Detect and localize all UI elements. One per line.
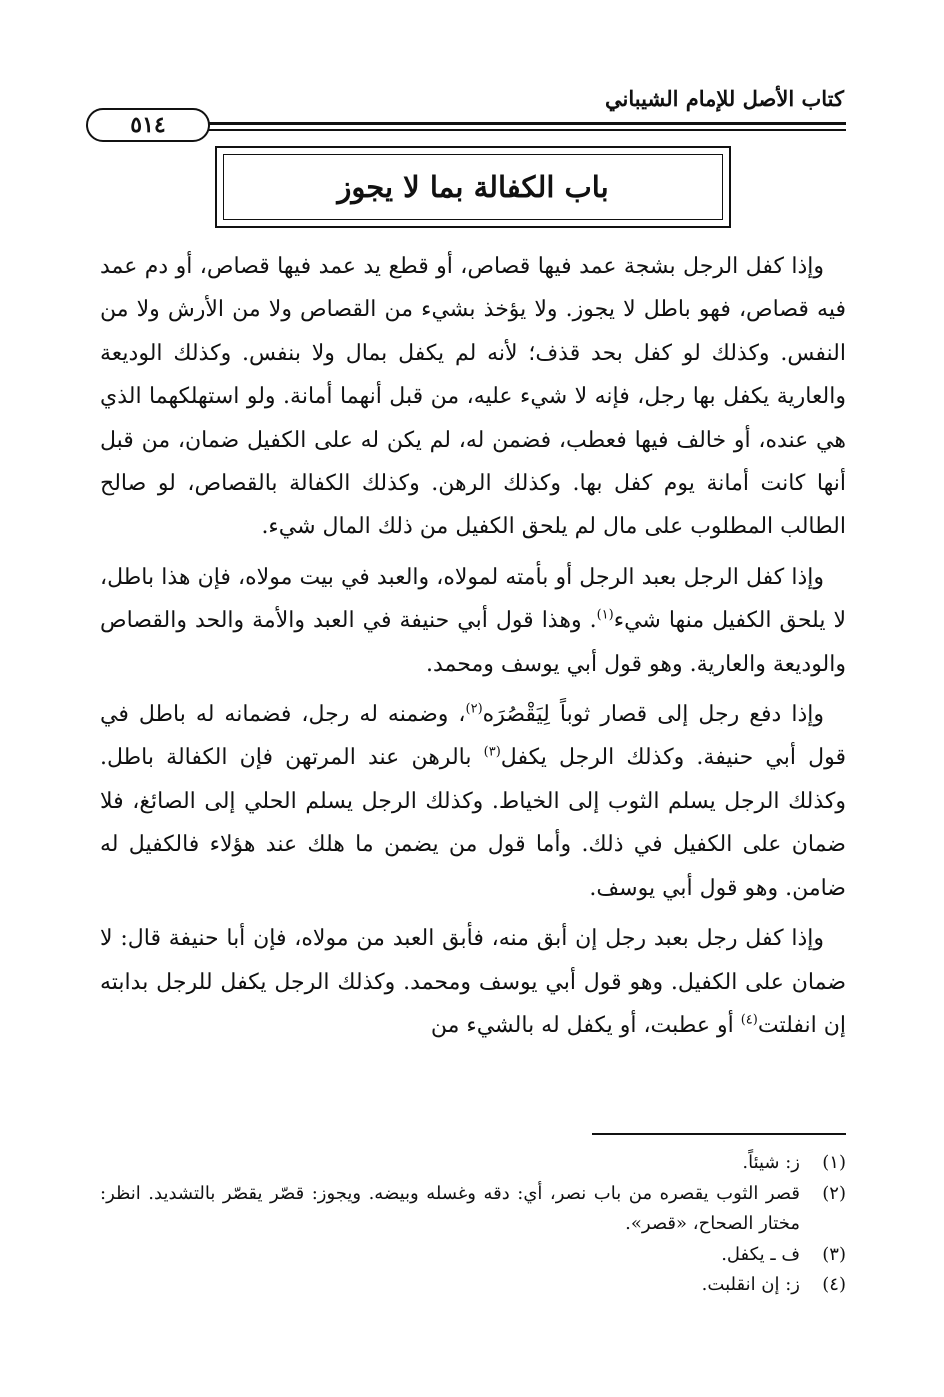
footnote-reference: (١) [596, 607, 614, 623]
page-number-badge [86, 108, 210, 142]
footnote-reference: (٣) [483, 745, 501, 761]
footnote-text: ف ـ يكفل. [721, 1243, 800, 1265]
paragraph [100, 556, 846, 686]
footnote-text: ز: إن انقلبت. [701, 1274, 800, 1295]
paragraph-text: . وهذا قول أبي حنيفة في العبد والأمة والحد والقصاص والوديعة والعارية. وهو قول أبي يوسف ومحمد. [100, 608, 846, 677]
header-rule-thin [100, 129, 846, 131]
running-title: كتاب الأصل للإمام الشيباني [605, 86, 844, 111]
paragraph-text: وإذا كفل الرجل بشجة عمد فيها قصاص، أو قطع يد عمد فيها قصاص، أو دم عمد فيه قصاص، فهو باطل لا يجوز. ولا يؤخذ بشيء من القصاص ولا من الأرش ولا من النفس. وكذلك لو كفل بحد قذف؛ لأنه لم يكفل بمال ولا بنفس. وكذلك الوديعة والعارية يكفل بها رجل، فإنه لا شيء عليه، من قبل أنهما أمانة. ولو استهلكهما الذي هي عنده، أو خالف فيها فعطب، فضمن له، لم يكن له على الكفيل ضمان، من قبل أنها كانت أمانة يوم كفل بها. وكذلك الرهن. وكذلك الكفالة بالقصاص، لو صالح الطالب المطلوب على مال لم يلحق الكفيل من ذلك المال شيء. [100, 254, 846, 540]
footnotes [100, 1148, 846, 1301]
page-number: ٥١٤ [130, 112, 166, 138]
footnote-number: (٤) [822, 1274, 846, 1295]
footnote-number: (١) [822, 1152, 846, 1173]
footnote-number: (٣) [822, 1243, 846, 1265]
paragraph [100, 693, 846, 910]
footnote-item [100, 1148, 846, 1179]
chapter-title-frame [215, 146, 731, 228]
paragraph-text: وإذا كفل الرجل بعبد الرجل أو بأمته لمولاه، والعبد في بيت مولاه، فإن هذا باطل، لا يلحق الكفيل منها شيء [100, 564, 846, 634]
footnote-reference: (٢) [465, 701, 483, 717]
paragraph-text: وإذا دفع رجل إلى قصار ثوباً لِيَقْصُرَه [482, 702, 824, 728]
paragraph-text: أو عطبت، أو يكفل له بالشيء من [430, 1012, 741, 1038]
paragraph-text: بالرهن عند المرتهن فإن الكفالة باطل. وكذلك الرجل يسلم الثوب إلى الخياط. وكذلك الرجل يسلم الحلي إلى الصائغ، فلا ضمان على الكفيل في ذلك. وأما قول من يضمن ما هلك عند هؤلاء فالكفيل له ضامن. وهو قول أبي يوسف. [100, 745, 846, 901]
chapter-title: باب الكفالة بما لا يجوز [337, 170, 609, 204]
paragraph-text: وإذا كفل رجل بعبد رجل إن أبق منه، فأبق العبد من مولاه، فإن أبا حنيفة قال: لا ضمان على الكفيل. وهو قول أبي يوسف ومحمد. وكذلك الرجل يكفل للرجل بدابته إن انفلتت [100, 926, 846, 1038]
paragraph [100, 245, 846, 549]
footnote-item [100, 1179, 846, 1240]
header-rule-thick [100, 122, 846, 125]
paragraph [100, 917, 846, 1047]
footnote-text: قصر الثوب يقصره من باب نصر، أي: دقه وغسله وبيضه. ويجوز: قصّر يقصّر بالتشديد. انظر: مختار الصحاح، «قصر». [100, 1182, 800, 1234]
main-text [100, 245, 846, 1054]
footnote-item [100, 1240, 846, 1271]
chapter-title-inner-frame [223, 154, 723, 220]
paragraph-text: ، وضمنه له رجل، فضمانه له باطل في قول أبي حنيفة. وكذلك الرجل يكفل [100, 702, 846, 771]
footnote-reference: (٤) [740, 1012, 758, 1028]
footnote-separator [592, 1133, 846, 1135]
footnote-text: ز: شيئاً. [742, 1152, 800, 1173]
footnote-number: (٢) [822, 1182, 846, 1204]
footnote-item [100, 1270, 846, 1301]
